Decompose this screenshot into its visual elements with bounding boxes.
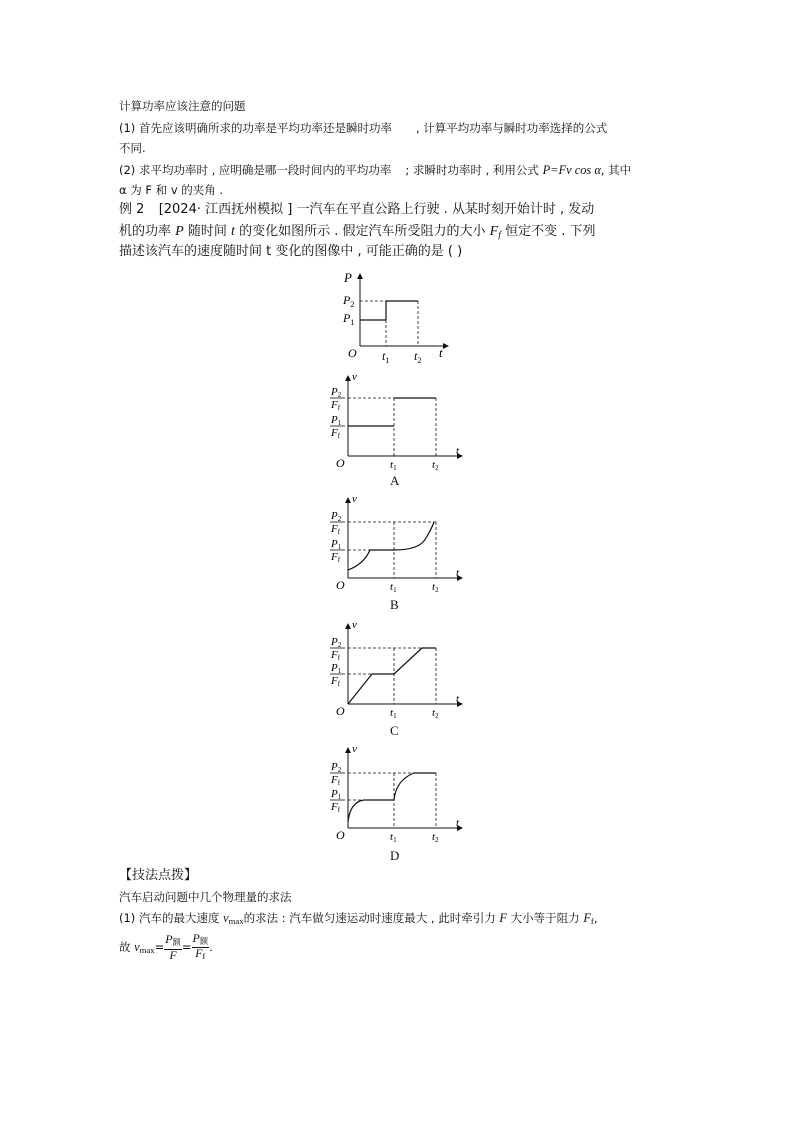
tips-2-eq-2: = xyxy=(181,940,192,954)
d-curve-2 xyxy=(394,773,436,800)
note-1-line-2: 不同. xyxy=(119,141,146,155)
c-frac-bot-num: P1 xyxy=(331,662,342,675)
tips-heading: 【技法点拨】 xyxy=(119,868,198,883)
tips-2-text-a: 故 xyxy=(119,940,131,954)
b-frac-bot-den: Ff xyxy=(331,551,341,564)
option-d-graph xyxy=(328,742,468,842)
option-a-label: A xyxy=(390,473,400,488)
note-2-text-b: ; 求瞬时功率时 , 利用公式 xyxy=(405,163,539,177)
note-1-line-1 xyxy=(119,120,607,136)
a-frac-bot-num: P1 xyxy=(331,414,342,427)
tips-1-end: , xyxy=(593,911,598,925)
a-frac-top-num: P2 xyxy=(331,386,342,399)
p-graph-origin: O xyxy=(348,346,357,360)
p-graph-y-label: P xyxy=(344,270,352,285)
option-d-label: D xyxy=(390,848,400,863)
b-curve-1 xyxy=(348,550,394,570)
p-graph-p2-label: $P_2$ xyxy=(343,293,355,309)
tips-1-text-b: 的求法 : 汽车做匀速运动时速度最大 , 此时牵引力 xyxy=(243,911,496,925)
tips-Ff: $F_f$ xyxy=(583,911,594,927)
example-symbol-t: t xyxy=(231,223,235,239)
d-frac-bot-num: P1 xyxy=(331,788,342,801)
b-x-label: t xyxy=(456,567,460,579)
b-curve-2 xyxy=(394,522,434,550)
tips-line-2 xyxy=(119,932,213,965)
option-c-label: C xyxy=(390,723,399,738)
b-t2-label: t2 xyxy=(432,581,439,594)
b-y-label: v xyxy=(352,493,357,505)
option-b-graph xyxy=(328,492,468,592)
b-frac-top-num: P2 xyxy=(331,510,342,523)
b-frac-top-den: Ff xyxy=(331,523,341,536)
note-2-text-a: (2) 求平均功率时 , 应明确是哪一段时间内的平均功率 xyxy=(119,163,392,177)
c-frac-bot-den: Ff xyxy=(331,675,341,688)
tips-1-text-a: (1) 汽车的最大速度 xyxy=(119,911,220,925)
example-text-2d: 恒定不变 . 下列 xyxy=(505,224,596,239)
option-b-label: B xyxy=(390,597,399,612)
p-graph-x-label: t xyxy=(439,345,443,360)
example-text-2b: 随时间 xyxy=(187,224,227,239)
d-x-label: t xyxy=(456,817,460,829)
tips-vmax: $v_{max}$ xyxy=(223,911,244,927)
tips-fraction-1: $\frac{P_额}{F}$ xyxy=(165,932,181,962)
power-time-graph xyxy=(336,268,456,364)
example-symbol-F: $F_f$ xyxy=(489,223,501,241)
c-frac-top-num: P2 xyxy=(331,636,342,649)
p-graph-p1-label: $P_1$ xyxy=(343,311,355,327)
option-c-graph xyxy=(328,618,468,718)
c-t2-label: t2 xyxy=(432,707,439,720)
example-line-2 xyxy=(119,223,595,243)
example-label: 例 2 xyxy=(119,202,145,217)
a-x-label: t xyxy=(456,445,460,457)
d-frac-top-den: Ff xyxy=(331,774,341,787)
d-frac-bot-den: Ff xyxy=(331,801,341,814)
a-frac-top-den: Ff xyxy=(331,399,341,412)
example-text-2a: 机的功率 xyxy=(119,224,172,239)
d-origin: O xyxy=(336,828,345,842)
c-y-label: v xyxy=(352,619,357,631)
note-1-text-b: , 计算平均功率与瞬时功率选择的公式 xyxy=(415,121,608,135)
tips-1-text-c: 大小等于阻力 xyxy=(510,911,580,925)
b-frac-bot-num: P1 xyxy=(331,538,342,551)
d-frac-top-num: P2 xyxy=(331,761,342,774)
d-t1-label: t1 xyxy=(390,831,397,844)
c-t1-label: t1 xyxy=(390,707,397,720)
d-t2-label: t2 xyxy=(432,831,439,844)
tips-F: F xyxy=(499,911,507,925)
power-formula: P=Fv cos α xyxy=(542,163,601,177)
example-source: [2024· 江西抚州模拟 ] xyxy=(158,202,293,217)
p-graph-t2-label: $t_2$ xyxy=(414,349,422,365)
c-origin: O xyxy=(336,704,345,718)
tips-subtitle: 汽车启动问题中几个物理量的求法 xyxy=(119,890,292,904)
a-y-label: v xyxy=(352,371,357,383)
tips-2-end: . xyxy=(209,940,213,954)
p-graph-t1-label: $t_1$ xyxy=(382,349,390,365)
note-2-line-2: α 为 F 和 v 的夹角 . xyxy=(119,183,224,197)
b-t1-label: t1 xyxy=(390,581,397,594)
option-a-graph xyxy=(328,370,468,470)
example-line-3: 描述该汽车的速度随时间 t 变化的图像中 , 可能正确的是 ( ) xyxy=(119,244,463,259)
example-text-2c: 的变化如图所示 . 假定汽车所受阻力的大小 xyxy=(239,224,486,239)
a-origin: O xyxy=(336,456,345,470)
b-origin: O xyxy=(336,578,345,592)
c-polyline xyxy=(348,648,436,704)
example-line-1 xyxy=(119,202,594,218)
c-frac-top-den: Ff xyxy=(331,649,341,662)
c-x-label: t xyxy=(456,693,460,705)
note-2-line-1 xyxy=(119,162,631,178)
a-t1-label: t1 xyxy=(390,459,397,472)
note-1-text-a: (1) 首先应该明确所求的功率是平均功率还是瞬时功率 xyxy=(119,121,392,135)
section-title: 计算功率应该注意的问题 xyxy=(119,99,246,113)
d-curve-1 xyxy=(348,800,394,822)
example-text-1: 一汽车在平直公路上行驶 . 从某时刻开始计时 , 发动 xyxy=(296,202,595,217)
tips-2-vmax: $v_{max}$ xyxy=(134,940,155,956)
a-frac-bot-den: Ff xyxy=(331,427,341,440)
note-2-text-c: , 其中 xyxy=(600,163,632,177)
tips-line-1 xyxy=(119,910,597,929)
tips-fraction-2: $\frac{P_额}{F_f}$ xyxy=(192,930,209,962)
example-symbol-P: P xyxy=(175,223,184,239)
tips-2-eq-1: = xyxy=(154,940,165,954)
a-t2-label: t2 xyxy=(432,459,439,472)
d-y-label: v xyxy=(352,743,357,755)
